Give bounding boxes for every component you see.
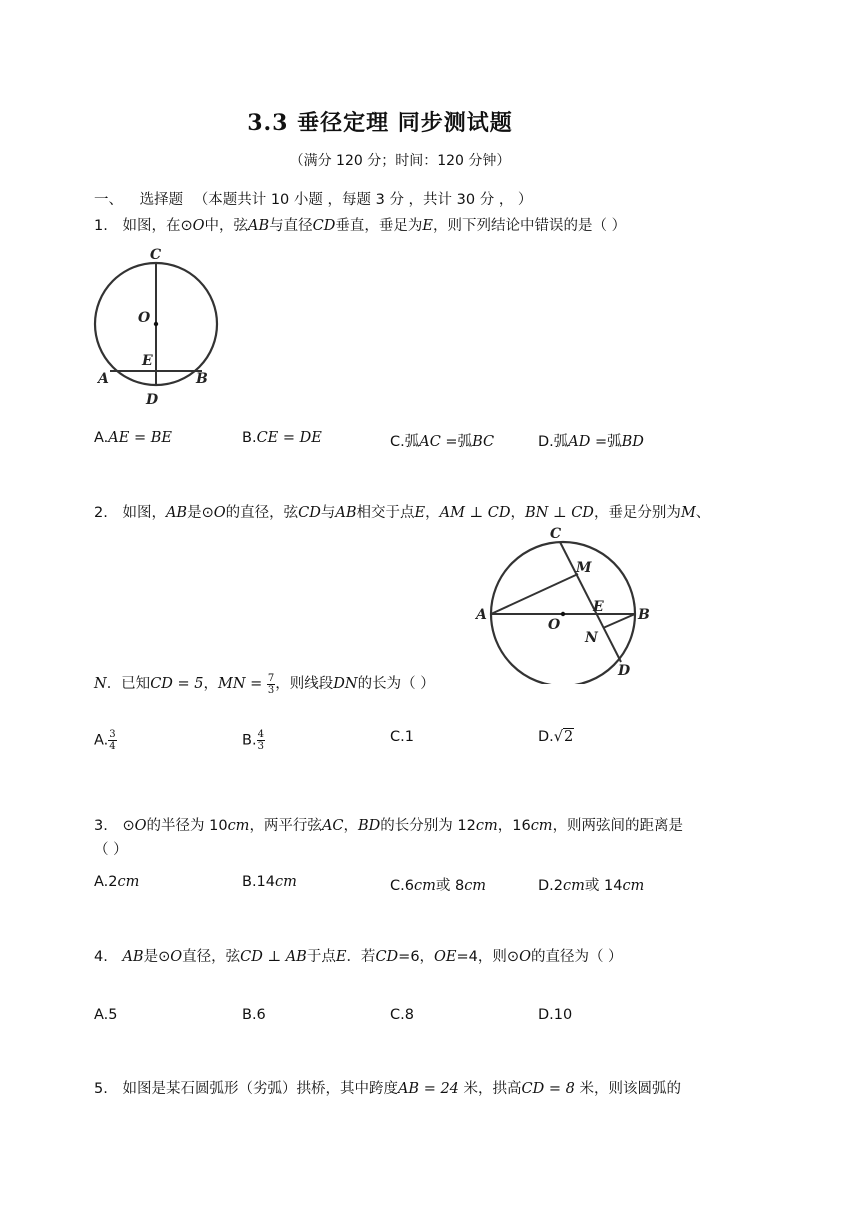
q3-option-a[interactable] — [94, 874, 139, 890]
q1-text: 垂直，垂足为 — [335, 218, 423, 234]
math-AB: AB — [248, 218, 270, 234]
q3-text: ，16 — [497, 818, 531, 834]
label-c: C — [550, 526, 562, 542]
option-math: cm — [117, 874, 140, 890]
q2-text: 是⊙ — [187, 505, 214, 521]
question-4 — [94, 945, 623, 966]
math-mn: MN = — [218, 676, 267, 692]
q2-option-b[interactable] — [242, 729, 265, 752]
q1-option-a[interactable] — [94, 430, 172, 446]
q2-text: ．已知 — [106, 676, 151, 692]
segment-am — [491, 574, 578, 614]
q3-text: ， — [343, 818, 359, 834]
q1-option-d[interactable] — [538, 430, 644, 451]
option-prefix: A. — [94, 430, 109, 446]
option-prefix: C.弧 — [390, 434, 420, 450]
question-3-line2: （ ） — [94, 842, 128, 858]
option-text: =弧 — [440, 434, 473, 450]
option-prefix: A.2 — [94, 874, 118, 890]
fraction-denominator: 3 — [267, 684, 275, 696]
label-e: E — [593, 599, 604, 615]
math-cm: cm — [475, 818, 498, 834]
q4-text: =4，则⊙ — [456, 949, 520, 965]
q5-text: 如图是某石圆弧形（劣弧）拱桥，其中跨度 — [122, 1081, 398, 1097]
math-DN: DN — [333, 676, 358, 692]
q3-text: 的半径为 10 — [146, 818, 228, 834]
option-prefix: B.14 — [242, 874, 276, 890]
question-number: 5. — [94, 1081, 108, 1097]
q2-circle-figure — [470, 522, 660, 684]
q2-text: 的长为（ ） — [357, 676, 435, 692]
q4-text: 于点 — [306, 949, 336, 965]
fraction-numerator: 3 — [109, 729, 116, 740]
q2-text: ， — [510, 505, 526, 521]
math-cm: cm — [227, 818, 250, 834]
fraction — [108, 729, 116, 752]
page-title: 3.3 垂径定理 同步测试题 — [247, 110, 513, 136]
q4-text: =6， — [398, 949, 435, 965]
page-subtitle: （满分 120 分；时间：120 分钟） — [289, 153, 511, 169]
option-prefix: C.6 — [390, 878, 414, 894]
section-note: （本题共计 10 小题 ，每题 3 分 ，共计 30 分 ， ） — [193, 192, 533, 208]
label-o: O — [548, 617, 561, 633]
fraction-denominator: 3 — [257, 741, 264, 752]
section-heading — [94, 188, 532, 209]
option-prefix: D.弧 — [538, 434, 569, 450]
segment-bn — [603, 614, 635, 628]
math-CD: CD — [375, 949, 399, 965]
math-E: E — [335, 949, 347, 965]
math-CDAB: CD ⊥ AB — [240, 949, 307, 965]
option-math: cm — [464, 878, 487, 894]
math-N: N — [94, 676, 107, 692]
option-prefix: D.2 — [538, 878, 563, 894]
question-number: 2. — [94, 505, 108, 521]
math-AM: AM ⊥ CD — [439, 505, 511, 521]
option-prefix: A. — [94, 732, 109, 749]
q2-option-c[interactable] — [390, 729, 414, 745]
math-O: O — [519, 949, 531, 965]
math-AC: AC — [321, 818, 344, 834]
math-cd5: CD = 5 — [150, 676, 204, 692]
fraction — [257, 729, 265, 752]
q1-text: 与直径 — [269, 218, 313, 234]
q4-option-b[interactable]: B.6 — [242, 1007, 266, 1023]
q1-option-c[interactable] — [390, 430, 494, 451]
q1-option-b[interactable] — [242, 430, 322, 446]
option-prefix: B. — [242, 430, 257, 446]
option-text: =弧 — [590, 434, 622, 450]
q4-option-a[interactable]: A.5 — [94, 1007, 118, 1023]
fraction-denominator: 4 — [109, 741, 116, 752]
math-E: E — [414, 505, 426, 521]
option-prefix: D. — [538, 729, 554, 745]
question-number: 4. — [94, 949, 108, 965]
option-math: AE = BE — [108, 430, 172, 446]
label-d: D — [146, 392, 159, 408]
q3-text: ，则两弦间的距离是 — [552, 818, 684, 834]
q3-option-d[interactable] — [538, 874, 644, 895]
q1-text: 如图，在⊙ — [122, 218, 193, 234]
q3-option-c[interactable] — [390, 874, 486, 895]
q2-text: 如图， — [122, 505, 166, 521]
square-root: √2 — [553, 729, 574, 745]
radicand: 2 — [564, 729, 574, 745]
q4-text: ．若 — [346, 949, 376, 965]
question-number: 3. — [94, 818, 108, 834]
label-a: A — [98, 371, 109, 387]
q5-text: 米，拱高 — [458, 1081, 522, 1097]
option-text: C.1 — [390, 729, 414, 745]
math-O: O — [192, 218, 205, 234]
option-math: AD — [568, 434, 591, 450]
math-BD: BD — [358, 818, 381, 834]
math-CD: CD = 8 — [521, 1081, 575, 1097]
label-e: E — [142, 353, 153, 369]
label-n: N — [585, 630, 598, 646]
math-CD: CD — [312, 218, 336, 234]
q2-text: 的直径，弦 — [225, 505, 299, 521]
question-1 — [94, 214, 626, 235]
q3-option-b[interactable] — [242, 874, 297, 890]
q2-text: ， — [425, 505, 440, 521]
math-O: O — [134, 818, 147, 834]
option-math: cm — [275, 874, 297, 890]
option-text: 或 8 — [435, 878, 465, 894]
math-AB: AB — [122, 949, 144, 965]
math-O: O — [213, 505, 226, 521]
question-5 — [94, 1077, 681, 1098]
section-label: 选择题 — [139, 192, 184, 208]
label-a: A — [476, 607, 487, 623]
math-OE: OE — [434, 949, 457, 965]
q4-option-c[interactable]: C.8 — [390, 1007, 414, 1023]
option-math: BD — [621, 434, 644, 450]
label-b: B — [196, 371, 208, 387]
math-E: E — [422, 218, 433, 234]
section-number: 一、 — [94, 192, 123, 208]
math-BN: BN ⊥ CD — [525, 505, 594, 521]
q4-text: 直径，弦 — [182, 949, 241, 965]
math-M: M — [680, 505, 696, 521]
q2-text: 、 — [695, 505, 711, 521]
label-c: C — [150, 247, 162, 263]
option-prefix: B. — [242, 732, 257, 749]
math-O: O — [170, 949, 183, 965]
option-math: cm — [622, 878, 645, 894]
label-o: O — [138, 310, 151, 326]
q2-option-a[interactable] — [94, 729, 117, 752]
math-cm: cm — [530, 818, 553, 834]
fraction-numerator: 7 — [267, 672, 275, 684]
option-text: 或 14 — [584, 878, 623, 894]
q3-text: 的长分别为 12 — [380, 818, 476, 834]
math-AB: AB = 24 — [397, 1081, 459, 1097]
question-2-line1 — [94, 501, 710, 522]
label-m: M — [576, 560, 592, 576]
option-math: AC — [419, 434, 441, 450]
option-math: cm — [563, 878, 585, 894]
option-math: cm — [413, 878, 436, 894]
q4-text: 是⊙ — [143, 949, 171, 965]
q5-text: 米，则该圆弧的 — [574, 1081, 681, 1097]
q4-text: 的直径为（ ） — [530, 949, 623, 965]
center-point — [561, 612, 565, 616]
q3-text: ⊙ — [122, 818, 135, 834]
q2-text: ，垂足分别为 — [593, 505, 681, 521]
question-number: 1. — [94, 218, 108, 234]
math-AB: AB — [165, 505, 188, 521]
question-2-line2 — [94, 672, 435, 696]
center-point — [154, 322, 158, 326]
q2-text: ， — [203, 676, 219, 692]
question-3-line1 — [94, 814, 683, 835]
q2-text: 与 — [320, 505, 336, 521]
q4-option-d[interactable]: D.10 — [538, 1007, 573, 1023]
math-CD: CD — [298, 505, 321, 521]
option-math: BC — [472, 434, 495, 450]
option-math: CE = DE — [256, 430, 322, 446]
q1-text: ，则下列结论中错误的是（ ） — [432, 218, 627, 234]
label-d: D — [618, 663, 631, 679]
q2-option-d[interactable] — [538, 729, 574, 745]
math-AB: AB — [335, 505, 357, 521]
q2-text: ，则线段 — [275, 676, 334, 692]
q1-text: 中，弦 — [204, 218, 248, 234]
q3-text: ，两平行弦 — [249, 818, 322, 834]
label-b: B — [638, 607, 650, 623]
q1-circle-figure — [88, 242, 228, 410]
fraction-numerator: 4 — [257, 729, 264, 740]
q2-text: 相交于点 — [356, 505, 415, 521]
